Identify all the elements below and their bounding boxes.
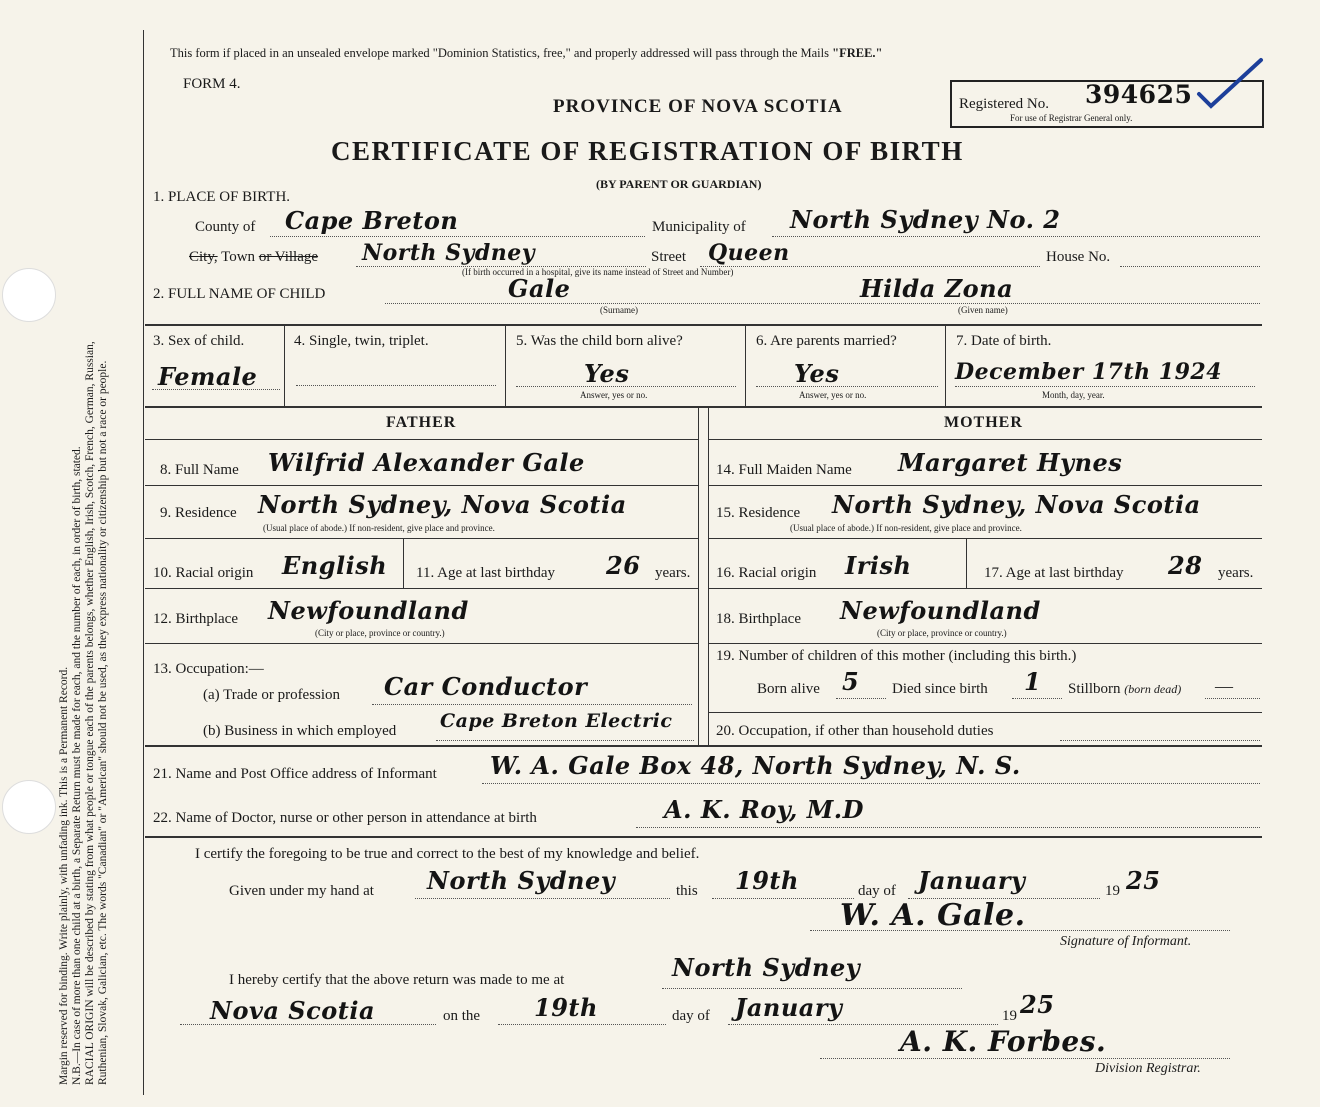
date-of-birth-caption: Month, day, year. — [1042, 390, 1105, 400]
father-age-label: 11. Age at last birthday — [416, 565, 555, 581]
father-trade-value: Car Conductor — [384, 672, 588, 701]
registrar-year-value: 25 — [1020, 990, 1055, 1019]
mother-residence-caption: (Usual place of abode.) If non-resident, give place and province. — [790, 523, 1022, 533]
mother-name-label: 14. Full Maiden Name — [716, 462, 852, 478]
father-residence-label: 9. Residence — [160, 505, 237, 521]
municipality-label: Municipality of — [652, 219, 746, 235]
mother-residence-value: North Sydney, Nova Scotia — [832, 490, 1201, 519]
town-value: North Sydney — [362, 240, 536, 266]
father-occupation-label: 13. Occupation:— — [153, 661, 264, 677]
margin-line-2: N.B.—In case of more than one child at a birth, a Separate Return must be made for each, and the number of each, in order of birth, stated. — [71, 446, 83, 1085]
stillborn-value: — — [1215, 676, 1233, 696]
registrar-place-2: Nova Scotia — [210, 996, 376, 1025]
registered-label: Registered No. — [959, 96, 1049, 112]
margin-line-4: Ruthenian, Slovak, Galician, etc. The words "Canadian" or "American" should not be used, as they express nationality or citizenship but not a race or people. — [97, 360, 109, 1085]
multiple-birth-label: 4. Single, twin, triplet. — [294, 333, 429, 349]
registrar-day-of-label: day of — [672, 1008, 710, 1024]
father-age-unit: years. — [655, 565, 691, 581]
mother-heading: MOTHER — [944, 414, 1023, 431]
informant-value: W. A. Gale Box 48, North Sydney, N. S. — [490, 751, 1021, 780]
place-of-birth-label: 1. PLACE OF BIRTH. — [153, 189, 291, 205]
father-name-value: Wilfrid Alexander Gale — [268, 448, 585, 477]
sex-label: 3. Sex of child. — [153, 333, 245, 349]
date-of-birth-value: December 17th 1924 — [955, 359, 1223, 385]
registrar-note: For use of Registrar General only. — [1010, 113, 1133, 123]
child-given-name-value: Hilda Zona — [860, 274, 1014, 303]
born-alive-count-value: 5 — [842, 667, 860, 696]
county-value: Cape Breton — [285, 206, 459, 235]
father-trade-label: (a) Trade or profession — [203, 687, 341, 703]
punch-hole-top — [2, 268, 56, 322]
registrar-month-value: January — [735, 993, 843, 1022]
born-alive-count-label: Born alive — [757, 681, 820, 697]
margin-instructions — [58, 85, 110, 1085]
mother-age-label: 17. Age at last birthday — [984, 565, 1124, 581]
mother-name-value: Margaret Hynes — [898, 448, 1123, 477]
died-since-birth-value: 1 — [1024, 667, 1042, 696]
born-alive-label: 5. Was the child born alive? — [516, 333, 683, 349]
mother-occupation-label: 20. Occupation, if other than household duties — [716, 723, 994, 739]
child-name-label: 2. FULL NAME OF CHILD — [153, 286, 326, 302]
parents-married-value: Yes — [794, 359, 840, 388]
mother-residence-label: 15. Residence — [716, 505, 801, 521]
house-number-label: House No. — [1046, 249, 1111, 265]
mother-age-value: 28 — [1168, 551, 1203, 580]
born-alive-value: Yes — [584, 359, 630, 388]
registrar-day-value: 19th — [534, 993, 598, 1022]
parents-married-label: 6. Are parents married? — [756, 333, 897, 349]
page-title: CERTIFICATE OF REGISTRATION OF BIRTH — [331, 136, 964, 166]
given-name-caption: (Given name) — [958, 305, 1008, 315]
given-place-value: North Sydney — [427, 866, 616, 895]
given-under-label: Given under my hand at — [229, 883, 374, 899]
county-label: County of — [195, 219, 256, 235]
mother-racial-label: 16. Racial origin — [716, 565, 817, 581]
given-year-value: 25 — [1126, 866, 1161, 895]
mother-age-unit: years. — [1218, 565, 1254, 581]
mother-birthplace-value: Newfoundland — [840, 596, 1041, 625]
hospital-note: (If birth occurred in a hospital, give its name instead of Street and Number) — [462, 267, 734, 277]
given-day-of-label: day of — [858, 883, 896, 899]
street-value: Queen — [708, 240, 790, 266]
surname-caption: (Surname) — [600, 305, 638, 315]
margin-rule — [143, 30, 144, 1095]
informant-label: 21. Name and Post Office address of Informant — [153, 766, 437, 782]
died-since-birth-label: Died since birth — [892, 681, 988, 697]
father-age-value: 26 — [606, 551, 641, 580]
father-residence-value: North Sydney, Nova Scotia — [258, 490, 627, 519]
father-birthplace-label: 12. Birthplace — [153, 611, 238, 627]
father-heading: FATHER — [386, 414, 457, 431]
mother-birthplace-caption: (City or place, province or country.) — [877, 628, 1007, 638]
municipality-value: North Sydney No. 2 — [790, 205, 1061, 234]
given-day-value: 19th — [735, 866, 799, 895]
father-business-value: Cape Breton Electric — [440, 710, 673, 732]
father-racial-value: English — [282, 551, 388, 580]
father-name-label: 8. Full Name — [160, 462, 239, 478]
child-surname-value: Gale — [508, 274, 571, 303]
mother-children-label: 19. Number of children of this mother (including this birth.) — [716, 648, 1077, 664]
informant-signature-caption: Signature of Informant. — [1060, 934, 1192, 949]
registrar-signature-caption: Division Registrar. — [1095, 1061, 1201, 1076]
mother-racial-value: Irish — [845, 551, 912, 580]
margin-line-1: Margin reserved for binding. Write plainly, with unfading ink. This is a Permanent Record. — [58, 666, 70, 1085]
father-racial-label: 10. Racial origin — [153, 565, 254, 581]
sex-value: Female — [158, 362, 258, 391]
form-number: FORM 4. — [183, 76, 241, 92]
registrar-year-prefix: 19 — [1002, 1008, 1017, 1024]
given-this-label: this — [676, 883, 698, 899]
doctor-value: A. K. Roy, M.D — [664, 795, 864, 824]
mother-birthplace-label: 18. Birthplace — [716, 611, 801, 627]
certification-statement: I certify the foregoing to be true and correct to the best of my knowledge and belief. — [195, 846, 700, 862]
registrar-place-1: North Sydney — [672, 953, 861, 982]
father-residence-caption: (Usual place of abode.) If non-resident, give place and province. — [263, 523, 495, 533]
given-month-value: January — [918, 866, 1026, 895]
town-label: City, Town or Village — [189, 249, 319, 265]
parents-married-caption: Answer, yes or no. — [799, 390, 867, 400]
born-alive-caption: Answer, yes or no. — [580, 390, 648, 400]
doctor-label: 22. Name of Doctor, nurse or other person in attendance at birth — [153, 810, 537, 826]
margin-line-3: RACIAL ORIGIN will be described by stating from what people or tongue each of the parents belongs, whether English, Irish, Scotch, French, German, Russian, — [84, 341, 96, 1085]
father-birthplace-caption: (City or place, province or country.) — [315, 628, 445, 638]
registrar-signature: A. K. Forbes. — [900, 1025, 1107, 1058]
registrar-on-the-label: on the — [443, 1008, 481, 1024]
mail-notice: This form if placed in an unsealed envelope marked "Dominion Statistics, free," and properly addressed will pass through the Mails "FREE." — [170, 46, 883, 60]
father-business-label: (b) Business in which employed — [203, 723, 397, 739]
page-subtitle: (BY PARENT OR GUARDIAN) — [596, 177, 762, 191]
registrar-statement: I hereby certify that the above return was made to me at — [229, 972, 565, 988]
stillborn-label: Stillborn (born dead) — [1068, 681, 1182, 697]
province-heading: PROVINCE OF NOVA SCOTIA — [553, 96, 843, 117]
street-label: Street — [651, 249, 686, 265]
check-mark-icon — [1195, 56, 1265, 116]
informant-signature: W. A. Gale. — [840, 898, 1026, 933]
registered-number: 394625 — [1085, 80, 1193, 109]
date-of-birth-label: 7. Date of birth. — [956, 333, 1052, 349]
punch-hole-bottom — [2, 780, 56, 834]
father-birthplace-value: Newfoundland — [268, 596, 469, 625]
given-year-prefix: 19 — [1105, 883, 1120, 899]
